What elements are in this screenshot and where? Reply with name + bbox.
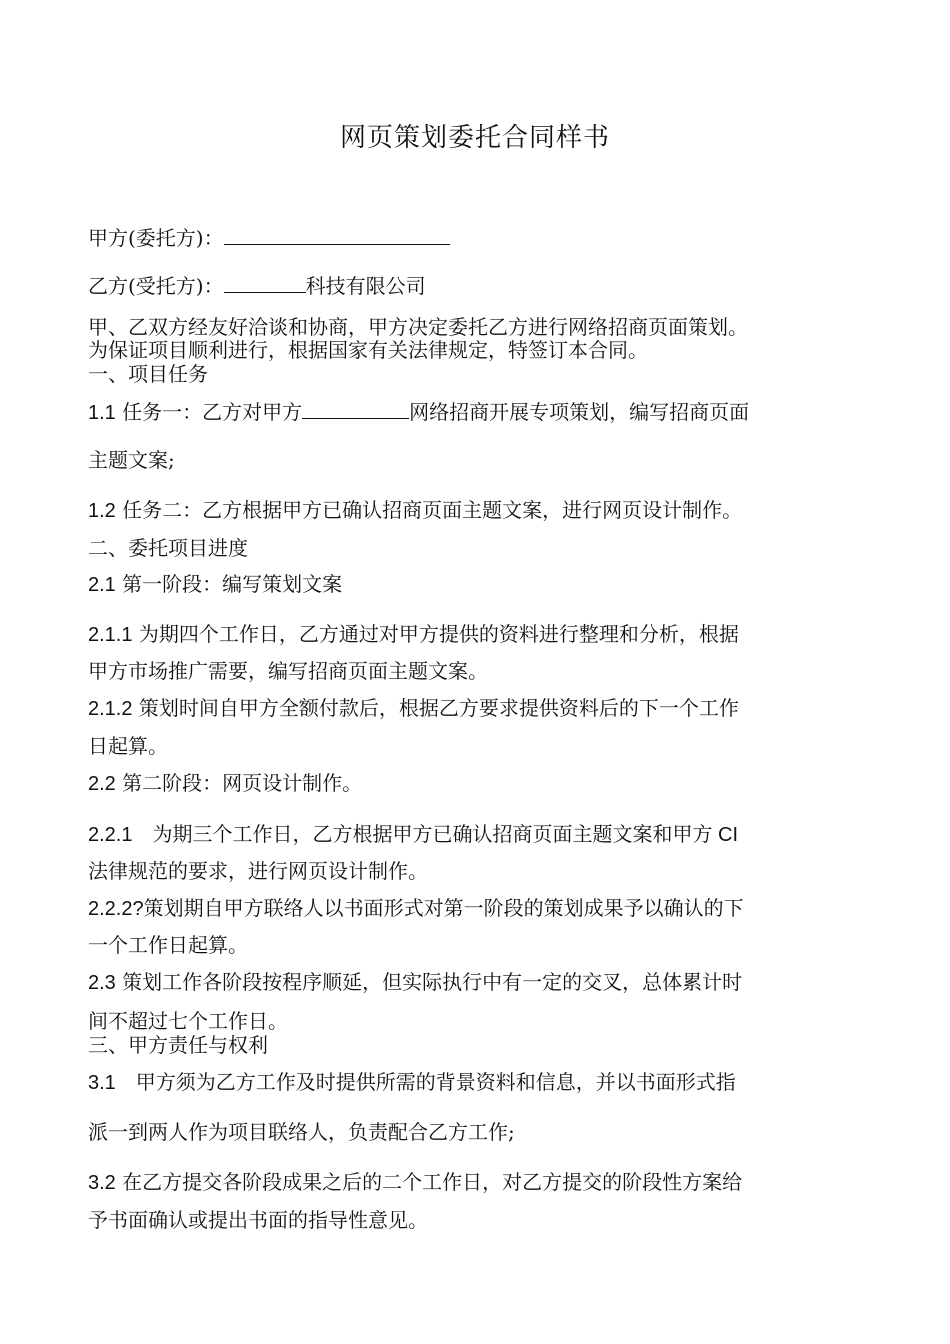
clause-2-3-line-2: 间不超过七个工作日。 [88, 1009, 288, 1033]
clause-1-1-line-2: 主题文案; [88, 448, 175, 472]
clause-2-2-2-line-1 [88, 894, 878, 923]
clause-2-2-text: 第二阶段：网页设计制作。 [115, 771, 363, 795]
clause-2-1-line [88, 570, 878, 599]
clause-1-1-text-b: 网络招商开展专项策划，编写招商页面 [409, 400, 750, 424]
clause-2-1-1-line-1 [88, 620, 878, 649]
clause-1-1-text-a: 任务一：乙方对甲方 [115, 400, 303, 424]
document-title: 网页策划委托合同样书 [339, 123, 610, 153]
clause-3-2-line-2: 予书面确认或提出书面的指导性意见。 [88, 1208, 428, 1232]
clause-2-2-1-ci: CI [712, 824, 739, 846]
clause-1-1-line-1 [88, 396, 878, 427]
clause-2-3-line-1 [88, 968, 878, 997]
party-b-label: 乙方(受托方)： [88, 274, 224, 298]
clause-2-2-2-line-2: 一个工作日起算。 [88, 933, 248, 957]
clause-3-1-line-1 [88, 1068, 878, 1097]
section-2-heading: 二、委托项目进度 [88, 536, 248, 560]
clause-2-2-2-text-a: 策划期自甲方联络人以书面形式对第一阶段的策划成果予以确认的下 [143, 896, 744, 920]
party-b-line [88, 270, 878, 300]
clause-3-1-text-a: 甲方须为乙方工作及时提供所需的背景资料和信息，并以书面形式指 [115, 1070, 736, 1094]
clause-2-2-number: 2.2 [88, 773, 116, 795]
clause-2-2-1-text-a: 为期三个工作日，乙方根据甲方已确认招商页面主题文案和甲方 [132, 822, 713, 846]
clause-3-1-number: 3.1 [88, 1072, 116, 1094]
clause-2-1-1-text-a: 为期四个工作日，乙方通过对甲方提供的资料进行整理和分析，根据 [132, 622, 739, 646]
section-3-heading: 三、甲方责任与权利 [88, 1033, 268, 1057]
clause-2-1-2-text-a: 策划时间自甲方全额付款后，根据乙方要求提供资料后的下一个工作 [132, 696, 739, 720]
clause-2-2-1-line-2: 法律规范的要求，进行网页设计制作。 [88, 859, 428, 883]
clause-3-2-number: 3.2 [88, 1172, 116, 1194]
clause-2-2-1-number: 2.2.1 [88, 824, 133, 846]
intro-line-1: 甲、乙双方经友好洽谈和协商，甲方决定委托乙方进行网络招商页面策划。 [88, 315, 748, 339]
clause-2-2-2-number: 2.2.2? [88, 898, 144, 920]
clause-2-1-2-number: 2.1.2 [88, 698, 133, 720]
clause-1-2-text: 任务二：乙方根据甲方已确认招商页面主题文案，进行网页设计制作。 [115, 498, 743, 522]
clause-2-3-text-a: 策划工作各阶段按程序顺延，但实际执行中有一定的交叉，总体累计时 [115, 970, 743, 994]
clause-2-3-number: 2.3 [88, 972, 116, 994]
party-a-blank [224, 222, 450, 245]
clause-1-2-line [88, 496, 878, 525]
party-b-suffix: 科技有限公司 [305, 274, 426, 298]
clause-2-2-line [88, 769, 878, 798]
party-b-blank [224, 270, 306, 293]
clause-2-2-1-line-1 [88, 820, 878, 849]
party-a-line [88, 222, 878, 252]
clause-1-1-number: 1.1 [88, 402, 116, 424]
clause-3-1-line-2: 派一到两人作为项目联络人，负责配合乙方工作; [88, 1120, 515, 1144]
clause-1-2-number: 1.2 [88, 500, 116, 522]
clause-3-2-line-1 [88, 1168, 878, 1197]
section-1-heading: 一、项目任务 [88, 362, 208, 386]
party-a-label: 甲方(委托方)： [88, 226, 224, 250]
clause-2-1-2-line-2: 日起算。 [88, 734, 168, 758]
clause-2-1-1-line-2: 甲方市场推广需要，编写招商页面主题文案。 [88, 659, 488, 683]
intro-line-2: 为保证项目顺利进行，根据国家有关法律规定，特签订本合同。 [88, 338, 648, 362]
clause-3-2-text-a: 在乙方提交各阶段成果之后的二个工作日，对乙方提交的阶段性方案给 [115, 1170, 743, 1194]
clause-2-1-number: 2.1 [88, 574, 116, 596]
clause-2-1-1-number: 2.1.1 [88, 624, 133, 646]
clause-1-1-blank [302, 396, 409, 419]
clause-2-1-2-line-1 [88, 694, 878, 723]
clause-2-1-text: 第一阶段：编写策划文案 [115, 572, 343, 596]
